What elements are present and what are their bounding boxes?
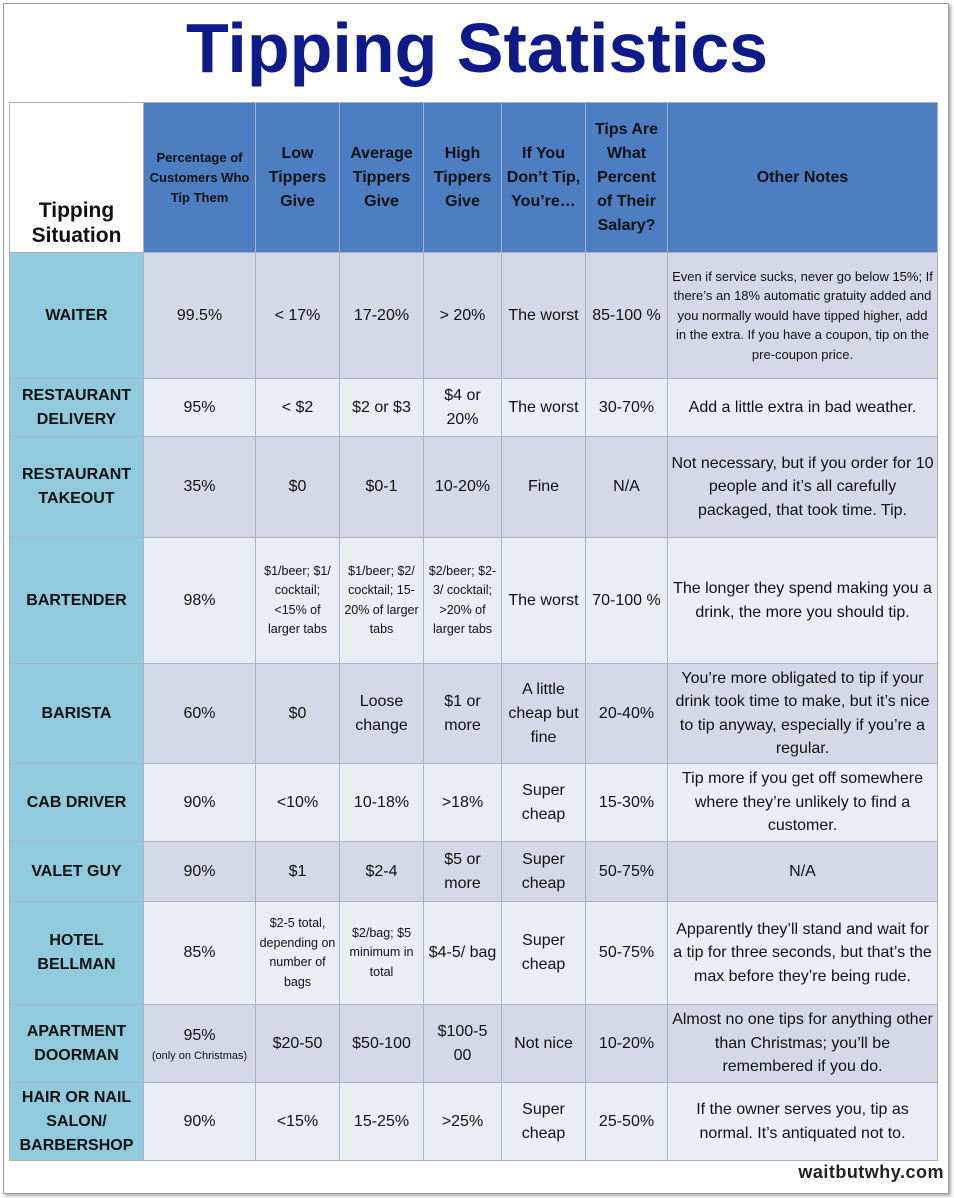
if-dont-tip-cell: A little cheap but fine <box>502 664 586 764</box>
situation-cell: HAIR OR NAIL SALON/ BARBERSHOP <box>10 1083 144 1161</box>
low-cell: $2-5 total, depending on number of bags <box>256 902 340 1005</box>
high-cell: >25% <box>424 1083 502 1161</box>
low-cell: <10% <box>256 764 340 842</box>
notes-cell: Apparently they’ll stand and wait for a tip for three seconds, but that’s the max before they’re being rude. <box>668 902 938 1005</box>
average-cell: $2-4 <box>340 842 424 902</box>
header-salary-percent: Tips Are What Percent of Their Salary? <box>586 103 668 253</box>
salary-cell: 70-100 % <box>586 538 668 664</box>
low-cell: $1/beer; $1/ cocktail; <15% of larger tabs <box>256 538 340 664</box>
salary-cell: 10-20% <box>586 1005 668 1083</box>
low-cell: $0 <box>256 437 340 538</box>
average-cell: 15-25% <box>340 1083 424 1161</box>
high-cell: $1 or more <box>424 664 502 764</box>
percentage-cell <box>144 1005 256 1083</box>
average-cell: $50-100 <box>340 1005 424 1083</box>
situation-cell: RESTAURANT TAKEOUT <box>10 437 144 538</box>
average-cell: Loose change <box>340 664 424 764</box>
percentage-cell: 35% <box>144 437 256 538</box>
table-row <box>10 764 938 842</box>
percentage-cell: 95% <box>144 379 256 437</box>
notes-cell: If the owner serves you, tip as normal. It’s antiquated not to. <box>668 1083 938 1161</box>
notes-cell: Tip more if you get off somewhere where they’re unlikely to find a customer. <box>668 764 938 842</box>
notes-cell: You’re more obligated to tip if your drink took time to make, but it’s nice to tip anyway, especially if you’re a regular. <box>668 664 938 764</box>
situation-cell: CAB DRIVER <box>10 764 144 842</box>
low-cell: $20-50 <box>256 1005 340 1083</box>
high-cell: $5 or more <box>424 842 502 902</box>
high-cell: > 20% <box>424 253 502 379</box>
percentage-cell: 98% <box>144 538 256 664</box>
tipping-table <box>9 102 938 1161</box>
if-dont-tip-cell: Super cheap <box>502 902 586 1005</box>
header-high-tippers: High Tippers Give <box>424 103 502 253</box>
if-dont-tip-cell: Super cheap <box>502 1083 586 1161</box>
situation-cell: BARTENDER <box>10 538 144 664</box>
average-cell: $0-1 <box>340 437 424 538</box>
average-cell: 10-18% <box>340 764 424 842</box>
header-percentage: Percentage of Customers Who Tip Them <box>144 103 256 253</box>
notes-cell: Even if service sucks, never go below 15%; If there’s an 18% automatic gratuity added and you normally would have tipped higher, add in the extra. If you have a coupon, tip on the pre-coupon price. <box>668 253 938 379</box>
salary-cell: 20-40% <box>586 664 668 764</box>
if-dont-tip-cell: Super cheap <box>502 842 586 902</box>
source-credit: waitbutwhy.com <box>798 1162 944 1182</box>
header-average-tippers: Average Tippers Give <box>340 103 424 253</box>
situation-cell: VALET GUY <box>10 842 144 902</box>
low-cell: $0 <box>256 664 340 764</box>
low-cell: $1 <box>256 842 340 902</box>
salary-cell: 50-75% <box>586 842 668 902</box>
notes-cell: N/A <box>668 842 938 902</box>
salary-cell: 85-100 % <box>586 253 668 379</box>
header-low-tippers: Low Tippers Give <box>256 103 340 253</box>
situation-cell: APARTMENT DOORMAN <box>10 1005 144 1083</box>
average-cell: $2 or $3 <box>340 379 424 437</box>
if-dont-tip-cell: The worst <box>502 538 586 664</box>
salary-cell: 25-50% <box>586 1083 668 1161</box>
high-cell: 10-20% <box>424 437 502 538</box>
if-dont-tip-cell: Fine <box>502 437 586 538</box>
percentage-cell: 60% <box>144 664 256 764</box>
notes-cell: Add a little extra in bad weather. <box>668 379 938 437</box>
high-cell: $4-5/ bag <box>424 902 502 1005</box>
table-row <box>10 902 938 1005</box>
high-cell: $100-5 00 <box>424 1005 502 1083</box>
if-dont-tip-cell: Not nice <box>502 1005 586 1083</box>
header-other-notes: Other Notes <box>668 103 938 253</box>
high-cell: >18% <box>424 764 502 842</box>
table-row <box>10 379 938 437</box>
salary-cell: 30-70% <box>586 379 668 437</box>
if-dont-tip-cell: The worst <box>502 253 586 379</box>
percentage-cell: 90% <box>144 1083 256 1161</box>
percentage-cell: 85% <box>144 902 256 1005</box>
salary-cell: N/A <box>586 437 668 538</box>
salary-cell: 50-75% <box>586 902 668 1005</box>
table-row <box>10 664 938 764</box>
low-cell: <15% <box>256 1083 340 1161</box>
notes-cell: Not necessary, but if you order for 10 people and it’s all carefully packaged, that took time. Tip. <box>668 437 938 538</box>
percentage-value: 95% <box>183 1026 216 1044</box>
situation-cell: BARISTA <box>10 664 144 764</box>
percentage-cell: 99.5% <box>144 253 256 379</box>
situation-cell: RESTAURANT DELIVERY <box>10 379 144 437</box>
header-if-you-dont-tip: If You Don’t Tip, You’re… <box>502 103 586 253</box>
percentage-note: (only on Christmas) <box>151 1049 248 1062</box>
percentage-cell: 90% <box>144 842 256 902</box>
table-row <box>10 1005 938 1083</box>
low-cell: < $2 <box>256 379 340 437</box>
table-row <box>10 437 938 538</box>
page-title: Tipping Statistics <box>185 9 769 87</box>
situation-cell: WAITER <box>10 253 144 379</box>
high-cell: $2/beer; $2-3/ cocktail; >20% of larger tabs <box>424 538 502 664</box>
if-dont-tip-cell: The worst <box>502 379 586 437</box>
table-row <box>10 842 938 902</box>
high-cell: $4 or 20% <box>424 379 502 437</box>
table-row <box>10 1083 938 1161</box>
situation-cell: HOTEL BELLMAN <box>10 902 144 1005</box>
notes-cell: Almost no one tips for anything other than Christmas; you’ll be remembered if you do. <box>668 1005 938 1083</box>
salary-cell: 15-30% <box>586 764 668 842</box>
average-cell: $2/bag; $5 minimum in total <box>340 902 424 1005</box>
average-cell: 17-20% <box>340 253 424 379</box>
table-row <box>10 538 938 664</box>
average-cell: $1/beer; $2/ cocktail; 15-20% of larger tabs <box>340 538 424 664</box>
if-dont-tip-cell: Super cheap <box>502 764 586 842</box>
table-row <box>10 253 938 379</box>
notes-cell: The longer they spend making you a drink, the more you should tip. <box>668 538 938 664</box>
percentage-cell: 90% <box>144 764 256 842</box>
header-tipping-situation: Tipping Situation <box>10 103 144 253</box>
header-row <box>10 103 938 253</box>
low-cell: < 17% <box>256 253 340 379</box>
